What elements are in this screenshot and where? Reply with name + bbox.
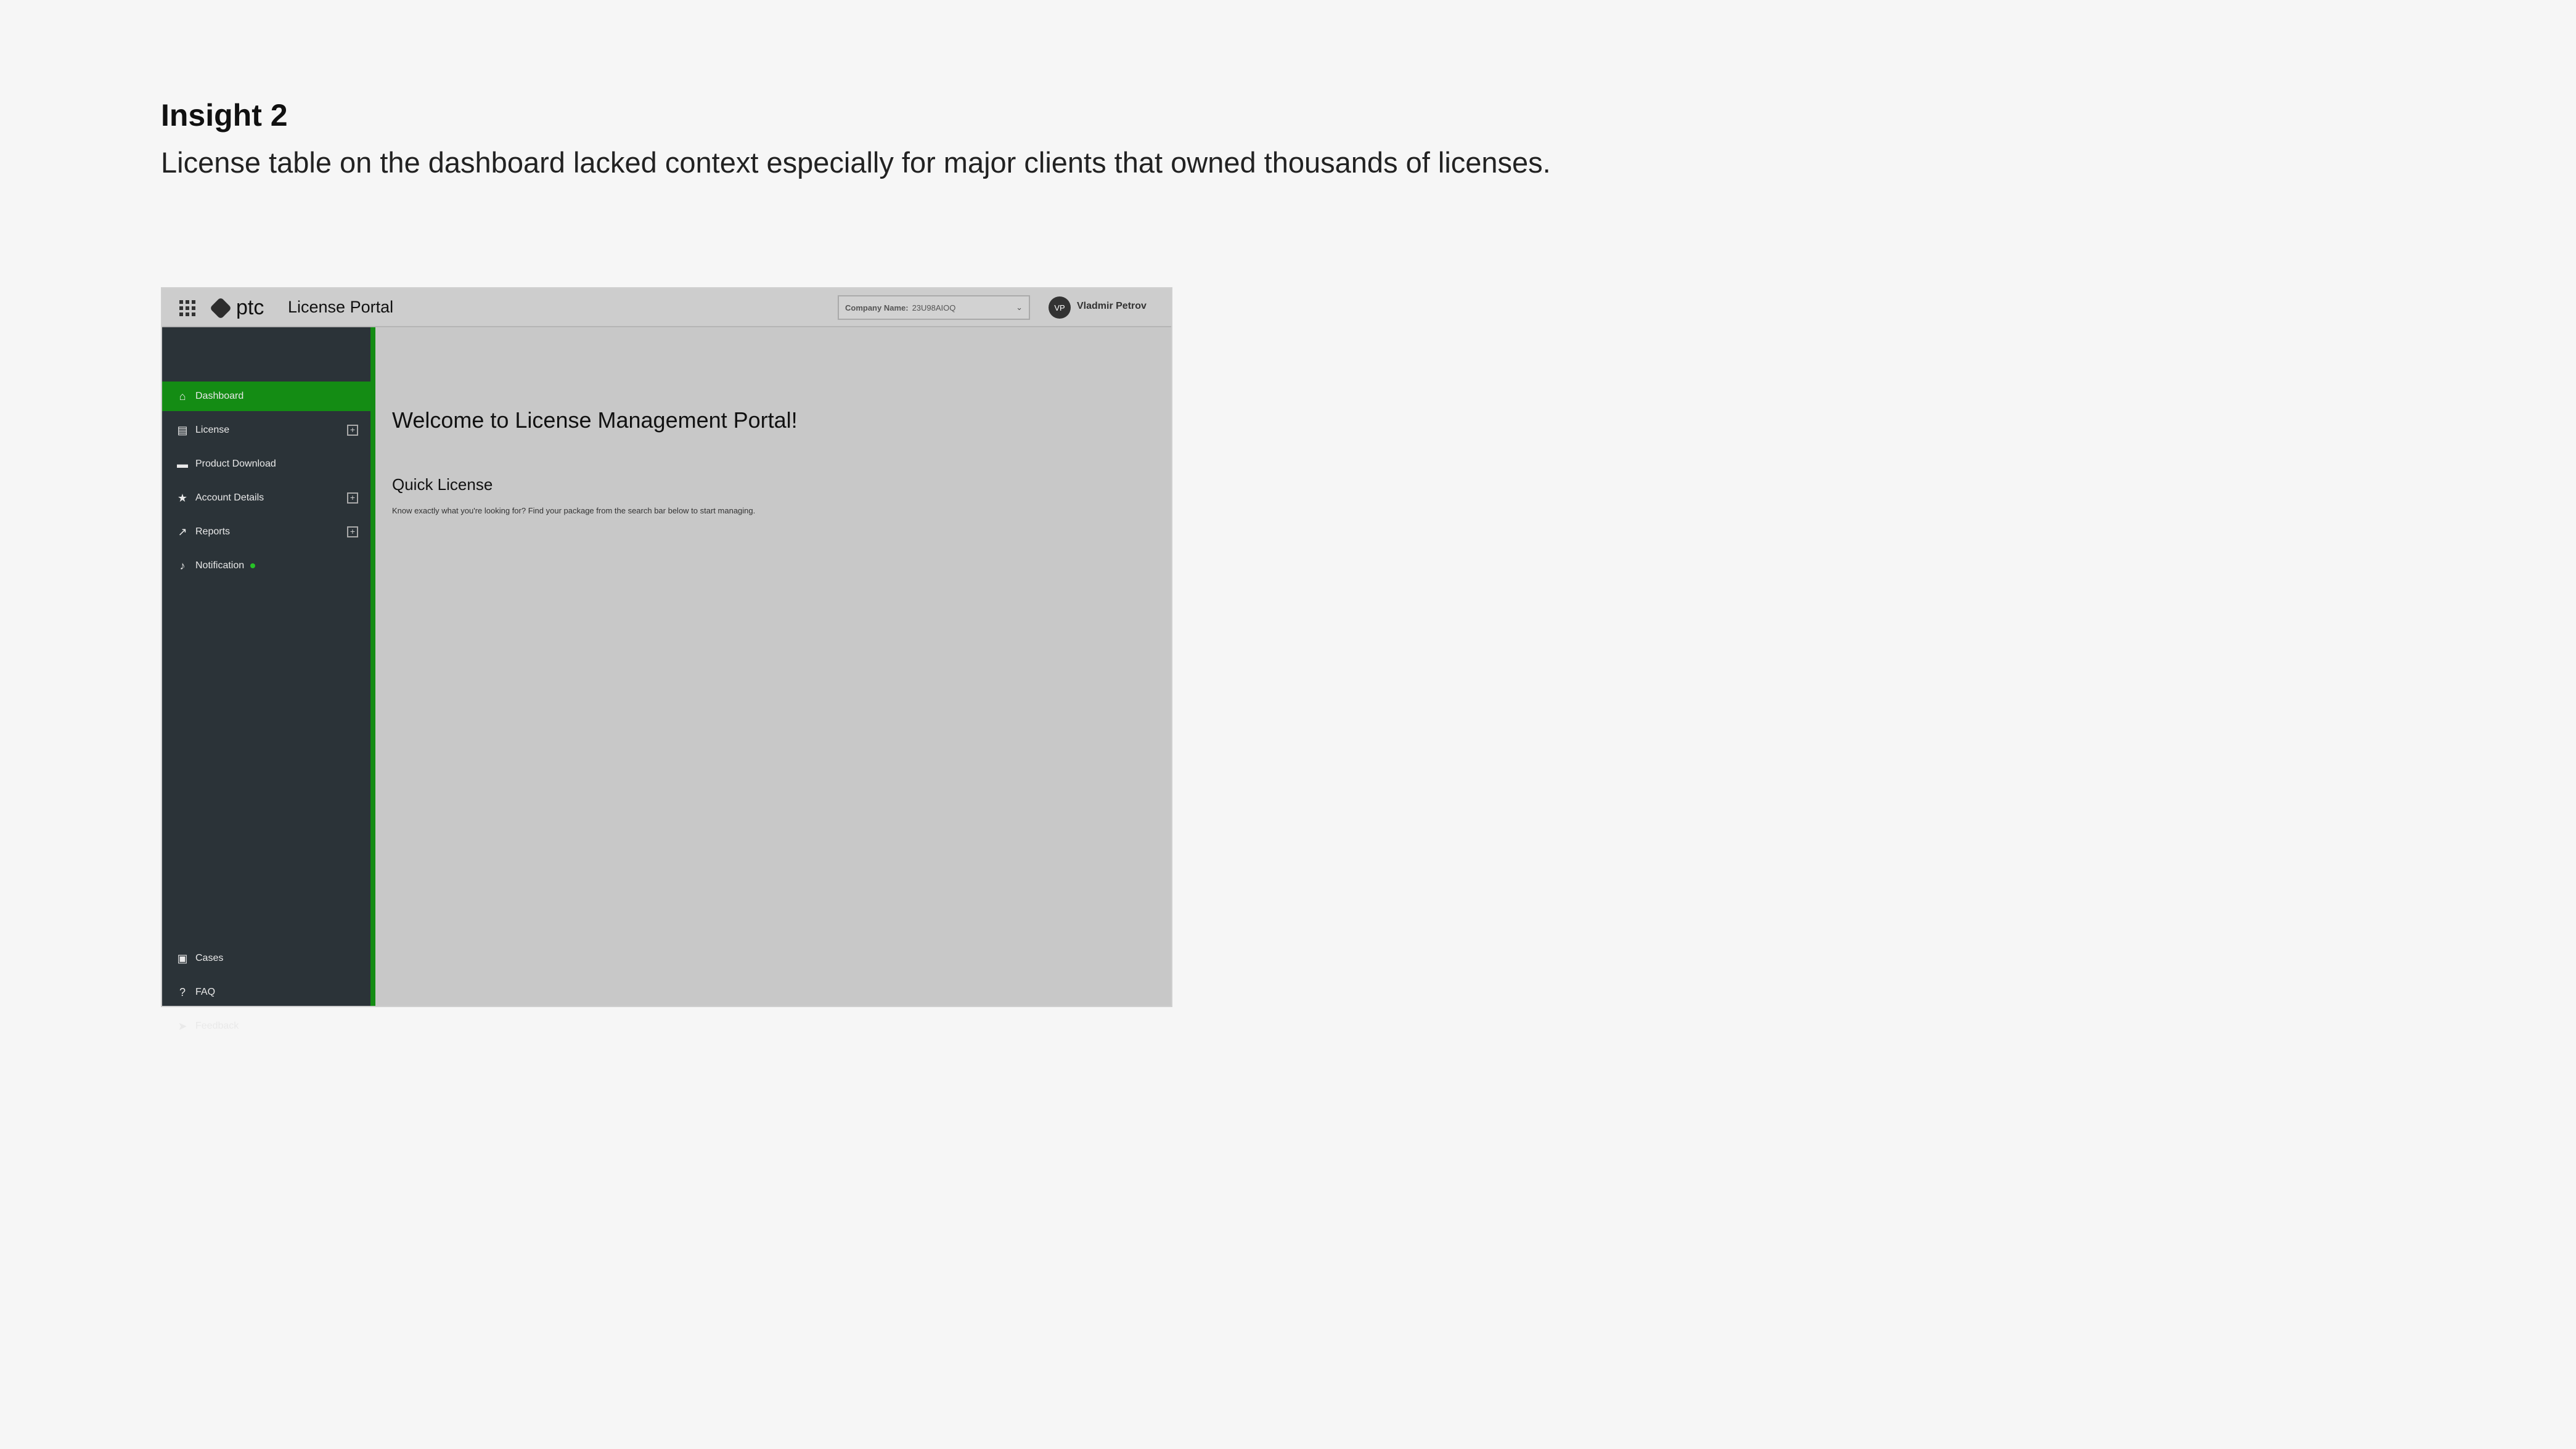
sidebar-item-feedback[interactable]: [162, 1011, 370, 1041]
sidebar-item-reports[interactable]: [162, 517, 370, 547]
sidebar-item-license[interactable]: [162, 415, 370, 445]
quick-license-desc: Know exactly what you're looking for? Find your package from the search bar below to start managing.: [392, 506, 756, 515]
notification-dot: [250, 563, 255, 568]
sidebar-item-label: Account Details: [195, 492, 264, 503]
sidebar-item-label: Cases: [195, 953, 224, 963]
ptc-logo: ptc: [210, 296, 264, 320]
chart-icon: ↗: [178, 525, 187, 538]
company-label: Company Name:: [845, 303, 909, 312]
sidebar-item-label: Product Download: [195, 459, 276, 469]
sidebar-item-product-download[interactable]: [162, 449, 370, 479]
license-icon: ▤: [177, 423, 188, 436]
avatar[interactable]: VP: [1049, 296, 1071, 319]
sidebar-item-faq[interactable]: [162, 978, 370, 1007]
help-icon: ?: [179, 986, 186, 998]
sidebar-item-notification[interactable]: [162, 551, 370, 581]
main-content: [375, 327, 1171, 1006]
sidebar-item-label: Reports: [195, 526, 231, 537]
sidebar: [162, 327, 375, 1032]
sidebar-item-label: FAQ: [195, 987, 216, 997]
apps-grid-icon[interactable]: [179, 300, 195, 316]
company-select[interactable]: [838, 295, 1030, 320]
page-title: Welcome to License Management Portal!: [392, 407, 798, 433]
sidebar-item-account-details[interactable]: [162, 483, 370, 513]
expand-icon[interactable]: +: [347, 492, 358, 504]
insight-heading: Insight 2: [161, 98, 288, 133]
top-bar: [162, 288, 1171, 327]
before-screenshot: [161, 287, 1172, 1032]
bell-icon: ♪: [179, 559, 186, 572]
insight-subheading: License table on the dashboard lacked context especially for major clients that owned thousands of licenses.: [161, 146, 1551, 179]
sidebar-item-label: Feedback: [195, 1021, 239, 1031]
company-value: 23U98AIOQ: [912, 303, 956, 312]
star-icon: ★: [177, 491, 188, 504]
chevron-down-icon: ⌄: [1016, 303, 1023, 312]
sidebar-accent: [370, 327, 375, 1006]
briefcase-icon: ▣: [177, 952, 188, 965]
home-icon: ⌂: [179, 390, 186, 402]
app-title: License Portal: [288, 298, 394, 316]
sidebar-item-dashboard[interactable]: [162, 382, 370, 411]
sidebar-item-label: Notification: [195, 560, 245, 571]
quick-license-title: Quick License: [392, 475, 493, 494]
expand-icon[interactable]: +: [347, 526, 358, 537]
user-name[interactable]: Vladmir Petrov: [1077, 301, 1147, 311]
expand-icon[interactable]: +: [347, 425, 358, 436]
sidebar-item-label: License: [195, 425, 230, 435]
sidebar-item-cases[interactable]: [162, 944, 370, 973]
folder-icon: ▬: [177, 457, 188, 470]
send-icon: ➤: [178, 1019, 187, 1032]
sidebar-item-label: Dashboard: [195, 391, 244, 401]
